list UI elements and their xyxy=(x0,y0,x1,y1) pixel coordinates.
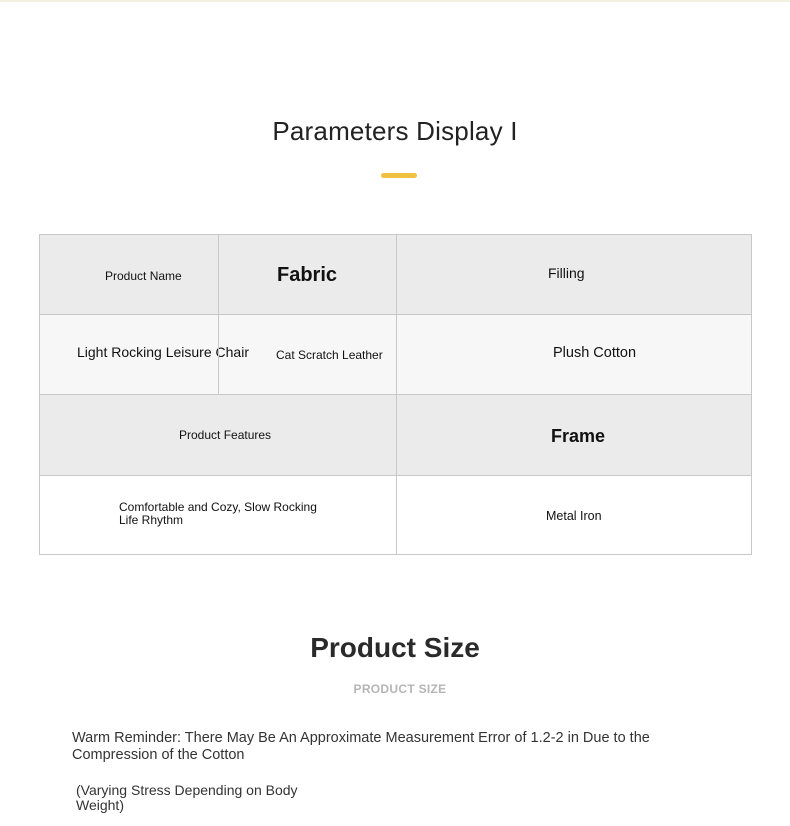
table-cell xyxy=(218,235,396,314)
product-size-title: Product Size xyxy=(310,632,480,663)
table-row xyxy=(40,235,751,315)
parameters-table xyxy=(39,234,752,555)
product-size-subtitle: PRODUCT SIZE xyxy=(353,682,447,696)
table-cell xyxy=(396,395,751,475)
table-cell xyxy=(218,315,396,394)
filling-label: Filling xyxy=(548,265,585,281)
parameters-title: Parameters Display I xyxy=(272,116,518,146)
top-divider xyxy=(0,0,790,2)
filling-value: Plush Cotton xyxy=(553,345,637,361)
product-name-value: Light Rocking Leisure Chair xyxy=(77,344,249,360)
table-cell xyxy=(396,235,751,314)
table-cell xyxy=(40,235,218,314)
fabric-label: Fabric xyxy=(277,264,338,286)
table-cell xyxy=(40,395,396,475)
product-name-label: Product Name xyxy=(105,269,182,283)
table-row xyxy=(40,395,751,476)
table-row xyxy=(40,315,751,395)
measurement-reminder: Warm Reminder: There May Be An Approximate Measurement Error of 1.2-2 in Due to the Compression of the Cotton xyxy=(72,730,650,763)
table-row xyxy=(40,476,751,554)
frame-label: Frame xyxy=(551,426,606,446)
table-cell xyxy=(40,315,249,394)
fabric-value: Cat Scratch Leather xyxy=(276,348,383,362)
stress-note: (Varying Stress Depending on Body Weight) xyxy=(76,782,298,813)
frame-value: Metal Iron xyxy=(546,509,602,523)
table-cell xyxy=(40,476,396,554)
product-features-label: Product Features xyxy=(179,428,272,442)
table-cell xyxy=(396,315,751,394)
product-features-value: Comfortable and Cozy, Slow Rocking Life Rhythm xyxy=(119,500,317,527)
title-accent-bar xyxy=(381,173,417,178)
table-cell xyxy=(396,476,751,554)
